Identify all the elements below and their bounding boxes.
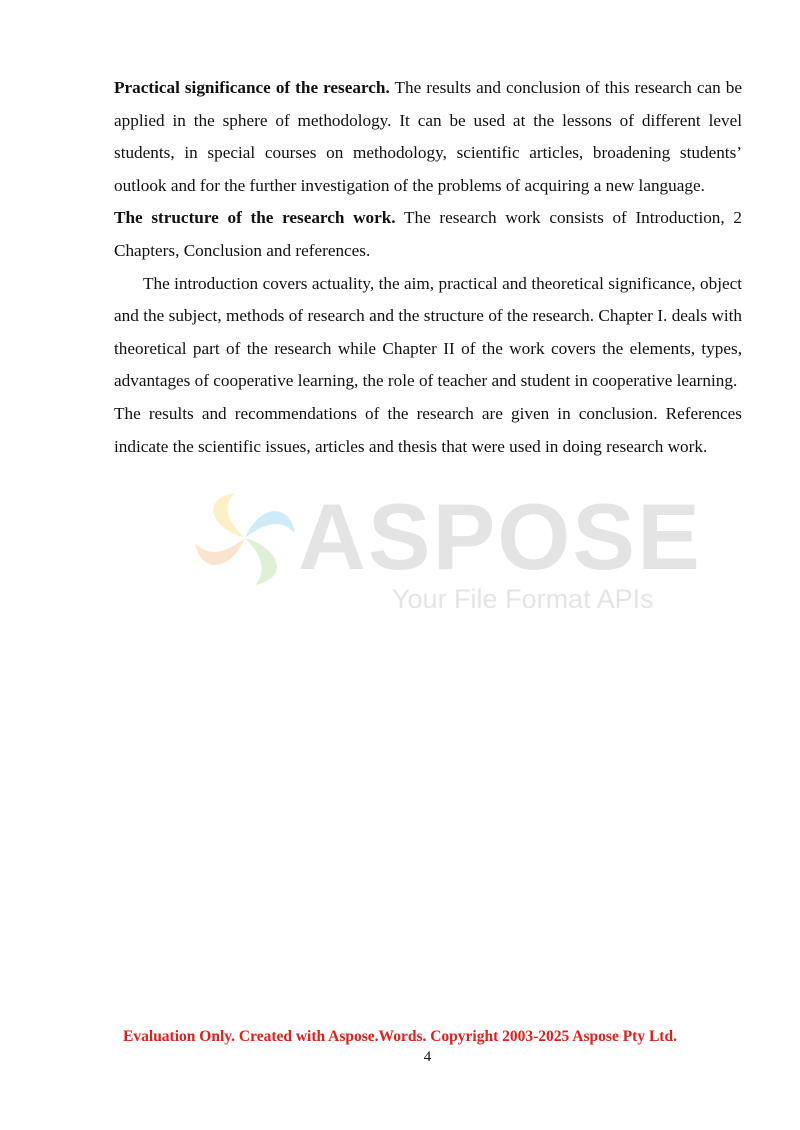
paragraph-text: The research work consists of Introduction, 2 Chapters, Conclusion and references. [114, 208, 742, 260]
aspose-swirl-logo-icon [190, 488, 300, 588]
body-text [114, 72, 742, 463]
paragraph-lead: Practical significance of the research. [114, 78, 390, 97]
paragraph-lead: The structure of the research work. [114, 208, 396, 228]
paragraph-practical-significance [114, 72, 742, 202]
aspose-watermark [190, 484, 702, 628]
paragraph-structure [114, 202, 742, 267]
paragraph-introduction: The introduction covers actuality, the aim, practical and theoretical significance, object and the subject, methods of research and the structure of the research. Chapter I. deals with theoretical part of the research while Chapter II of the work covers the elements, types, advantages of cooperative learning, the role of teacher and student in cooperative learning. [114, 273, 742, 391]
watermark-word: ASPOSE [298, 484, 702, 589]
evaluation-note: Evaluation Only. Created with Aspose.Words. Copyright 2003-2025 Aspose Pty Ltd. [123, 1028, 677, 1045]
watermark-tagline: Your File Format APIs [392, 584, 654, 614]
page-number: 4 [423, 1049, 432, 1065]
paragraph-text: The results and conclusion of this research can be applied in the sphere of methodology. It can be used at the lessons of different level students, in special courses on methodology, scientific articles, broadening students’ outlook and for the further investigation of the problems of acquiring a new language. [114, 78, 742, 195]
paragraph-results: The results and recommendations of the research are given in conclusion. References indicate the scientific issues, articles and thesis that were used in doing research work. [114, 403, 742, 456]
